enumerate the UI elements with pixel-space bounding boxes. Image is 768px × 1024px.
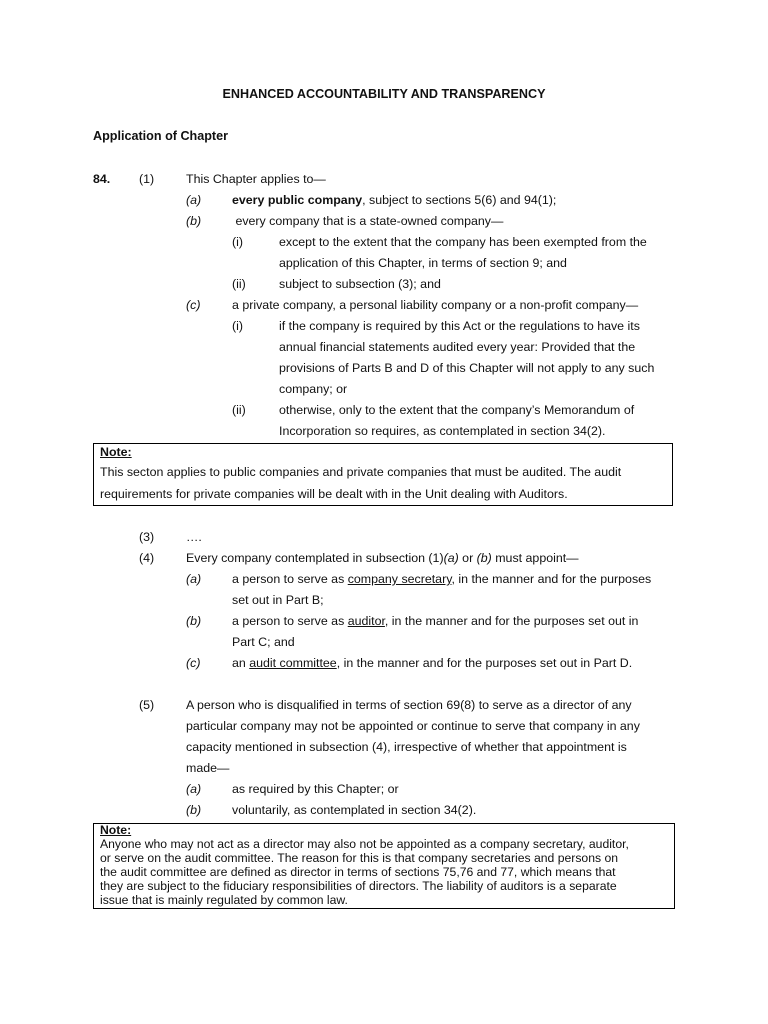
note-body: [100, 824, 668, 907]
subsection-text: made—: [186, 761, 230, 775]
subparagraph-text: Incorporation so requires, as contemplated in section 34(2).: [279, 424, 606, 438]
paragraph-label: (a): [186, 572, 202, 586]
subsection-text: A person who is disqualified in terms of section 69(8) to serve as a director of any: [186, 698, 632, 712]
subparagraph-text: application of this Chapter, in terms of section 9; and: [279, 256, 567, 270]
note-text: or serve on the audit committee. The reason for this is that company secretaries and persons on: [100, 850, 619, 865]
subparagraph-label: (i): [232, 319, 244, 333]
subparagraph-text: except to the extent that the company has been exempted from the: [279, 235, 647, 249]
text-run: an: [232, 656, 250, 670]
note-box: [93, 823, 675, 909]
subsection-number: (5): [139, 698, 155, 712]
note-text: Anyone who may not act as a director may also not be appointed as a company secretary, auditor,: [100, 836, 629, 851]
paragraph-label: (c): [186, 298, 201, 312]
subparagraph-text: annual financial statements audited every year: Provided that the: [279, 340, 636, 354]
paragraph-label: (b): [186, 803, 202, 817]
defined-term: audit committee: [249, 656, 337, 670]
paragraph-rest-text: , subject to sections 5(6) and 94(1);: [362, 193, 557, 207]
paragraph-text: a private company, a personal liability company or a non-profit company—: [232, 298, 639, 312]
paragraph-text: Part C; and: [232, 635, 295, 649]
text-run: , in the manner and for the purposes: [451, 572, 652, 586]
subparagraph-label: (ii): [232, 403, 246, 417]
paragraph-text: [232, 656, 632, 670]
note-label: Note:: [100, 823, 132, 837]
paragraph-text: set out in Part B;: [232, 593, 324, 607]
text-run: , in the manner and for the purposes set out in Part D.: [336, 656, 633, 670]
subsection-text: particular company may not be appointed or continue to serve that company in any: [186, 719, 640, 733]
subsection-number: (1): [139, 172, 155, 186]
paragraph-label: (c): [186, 656, 201, 670]
subsection-number: (3): [139, 530, 155, 544]
subsection-text: [186, 551, 579, 565]
subsection-text: capacity mentioned in subsection (4), irrespective of whether that appointment is: [186, 740, 627, 754]
note-box: [93, 443, 673, 506]
subparagraph-text: if the company is required by this Act or the regulations to have its: [279, 319, 640, 333]
paragraph-label: (b): [186, 614, 202, 628]
paragraph-text: [232, 614, 638, 628]
text-run: Every company contemplated in subsection (1): [186, 551, 444, 565]
note-label: Note:: [100, 445, 132, 459]
note-text: the audit committee are defined as director in terms of sections 75,76 and 77, which means that: [100, 864, 616, 879]
text-run: a person to serve as: [232, 572, 348, 586]
paragraph-text: voluntarily, as contemplated in section 34(2).: [232, 803, 477, 817]
subparagraph-label: (ii): [232, 277, 246, 291]
text-run: (b): [476, 551, 492, 565]
paragraph-text: [232, 572, 651, 586]
note-text: requirements for private companies will be dealt with in the Unit dealing with Auditors.: [100, 487, 568, 501]
note-text: they are subject to the fiduciary responsibilities of directors. The liability of auditors is a separate: [100, 878, 617, 893]
subsection-text: ….: [186, 530, 202, 544]
subsection-text: This Chapter applies to—: [186, 172, 326, 186]
section-heading: Application of Chapter: [93, 129, 229, 143]
subparagraph-label: (i): [232, 235, 244, 249]
section-number: 84.: [93, 172, 111, 186]
note-text: issue that is mainly regulated by common law.: [100, 892, 348, 907]
paragraph-bold-text: every public company: [232, 193, 363, 207]
subparagraph-text: provisions of Parts B and D of this Chapter will not apply to any such: [279, 361, 655, 375]
paragraph-text: as required by this Chapter; or: [232, 782, 399, 796]
text-run: (a): [443, 551, 459, 565]
subparagraph-text: subject to subsection (3); and: [279, 277, 441, 291]
subparagraph-text: company; or: [279, 382, 348, 396]
page-title: ENHANCED ACCOUNTABILITY AND TRANSPARENCY: [222, 87, 546, 101]
paragraph-text: [232, 193, 556, 207]
paragraph-label: (b): [186, 214, 202, 228]
note-text: This secton applies to public companies and private companies that must be audited. The audit: [100, 465, 622, 479]
paragraph-label: (a): [186, 193, 202, 207]
text-run: a person to serve as: [232, 614, 348, 628]
text-run: , in the manner and for the purposes set out in: [384, 614, 639, 628]
defined-term: auditor: [347, 614, 385, 628]
defined-term: company secretary: [347, 572, 452, 586]
subparagraph-text: otherwise, only to the extent that the company’s Memorandum of: [279, 403, 635, 417]
subsection-number: (4): [139, 551, 155, 565]
paragraph-label: (a): [186, 782, 202, 796]
paragraph-text: every company that is a state-owned company—: [232, 214, 504, 228]
text-run: or: [458, 551, 477, 565]
text-run: must appoint—: [491, 551, 579, 565]
